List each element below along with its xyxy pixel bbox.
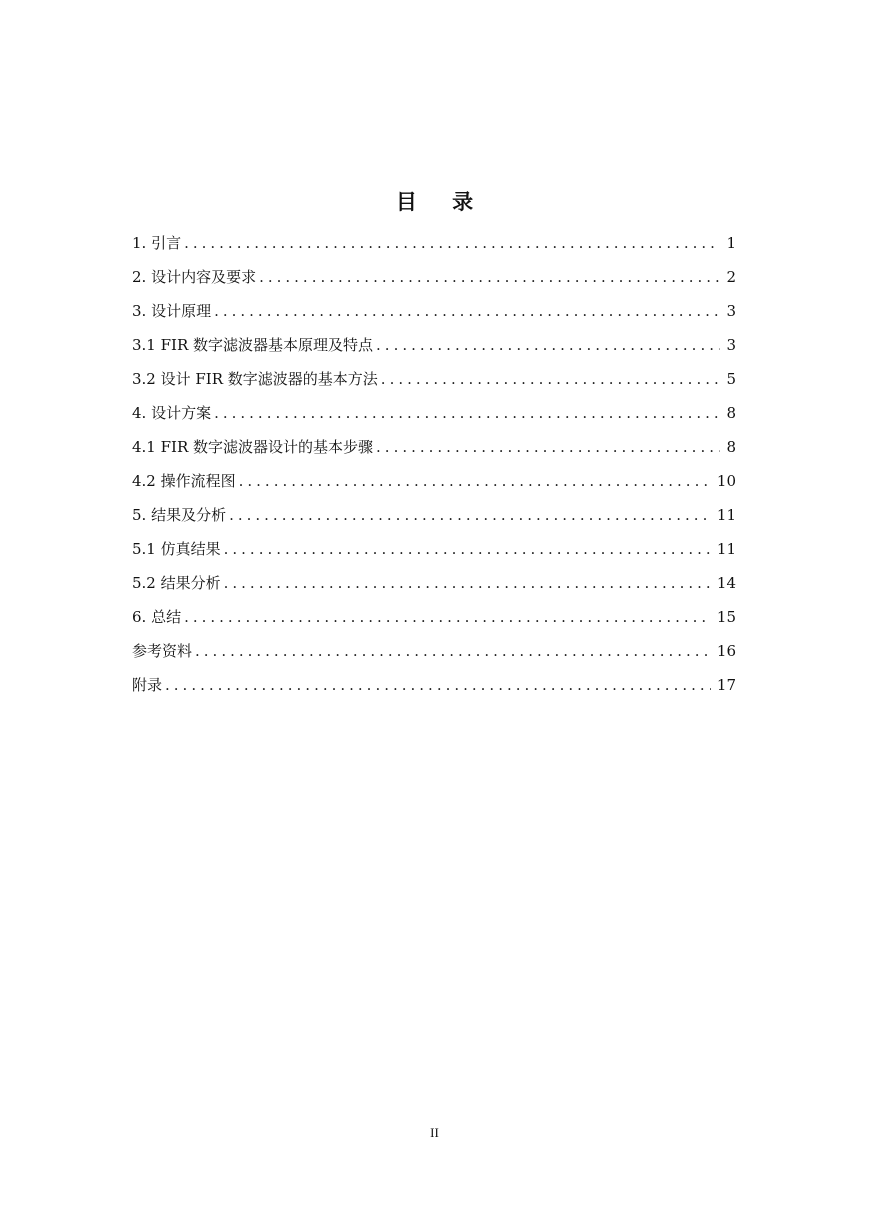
toc-entry-label: 4.1 FIR 数字滤波器设计的基本步骤 (132, 438, 374, 456)
toc-entry-label: 3. 设计原理 (132, 302, 212, 320)
toc-entry-label: 2. 设计内容及要求 (132, 268, 257, 286)
toc-entry-page: 14 (716, 574, 736, 592)
toc-dot-leader (214, 396, 720, 430)
toc-entry-4-1[interactable] (132, 430, 736, 464)
toc-entry-results[interactable] (132, 498, 736, 532)
toc-dot-leader (376, 430, 720, 464)
toc-entry-page: 10 (716, 472, 736, 490)
toc-dot-leader (381, 362, 720, 396)
toc-entry-design-plan[interactable] (132, 396, 736, 430)
toc-entry-5-1[interactable] (132, 532, 736, 566)
toc-dot-leader (229, 498, 711, 532)
toc-dot-leader (214, 294, 720, 328)
toc-dot-leader (239, 464, 711, 498)
toc-dot-leader (224, 566, 711, 600)
toc-entry-references[interactable] (132, 634, 736, 668)
toc-entry-5-2[interactable] (132, 566, 736, 600)
toc-entry-page: 15 (716, 608, 736, 626)
toc-title: 目 录 (395, 190, 488, 214)
toc-entry-page: 17 (716, 676, 736, 694)
toc-entry-label: 3.2 设计 FIR 数字滤波器的基本方法 (132, 370, 378, 388)
page-number: II (430, 1125, 439, 1140)
toc-entry-design-content[interactable] (132, 260, 736, 294)
toc-dot-leader (376, 328, 720, 362)
toc-entry-intro[interactable] (132, 226, 736, 260)
toc-entry-label: 1. 引言 (132, 234, 182, 252)
toc-entry-3-2[interactable] (132, 362, 736, 396)
toc-entry-page: 1 (726, 234, 736, 252)
toc-dot-leader (259, 260, 720, 294)
toc-entry-design-principle[interactable] (132, 294, 736, 328)
toc-entry-page: 3 (726, 302, 736, 320)
toc-entry-page: 11 (716, 506, 736, 524)
toc-dot-leader (184, 226, 720, 260)
toc-entry-page: 3 (726, 336, 736, 354)
table-of-contents (132, 226, 736, 702)
toc-entry-page: 16 (716, 642, 736, 660)
toc-entry-label: 6. 总结 (132, 608, 182, 626)
toc-entry-page: 5 (726, 370, 736, 388)
toc-entry-label: 4. 设计方案 (132, 404, 212, 422)
toc-entry-4-2[interactable] (132, 464, 736, 498)
toc-entry-label: 5. 结果及分析 (132, 506, 227, 524)
toc-entry-summary[interactable] (132, 600, 736, 634)
toc-entry-page: 8 (726, 438, 736, 456)
toc-entry-label: 3.1 FIR 数字滤波器基本原理及特点 (132, 336, 374, 354)
toc-entry-page: 11 (716, 540, 736, 558)
toc-entry-label: 4.2 操作流程图 (132, 472, 236, 490)
toc-entry-label: 附录 (132, 676, 163, 694)
toc-entry-label: 5.2 结果分析 (132, 574, 221, 592)
toc-dot-leader (165, 668, 711, 702)
toc-entry-label: 参考资料 (132, 642, 193, 660)
toc-entry-3-1[interactable] (132, 328, 736, 362)
toc-entry-page: 8 (726, 404, 736, 422)
toc-entry-label: 5.1 仿真结果 (132, 540, 221, 558)
toc-entry-appendix[interactable] (132, 668, 736, 702)
toc-dot-leader (224, 532, 711, 566)
toc-entry-page: 2 (726, 268, 736, 286)
toc-dot-leader (195, 634, 711, 668)
toc-dot-leader (184, 600, 711, 634)
